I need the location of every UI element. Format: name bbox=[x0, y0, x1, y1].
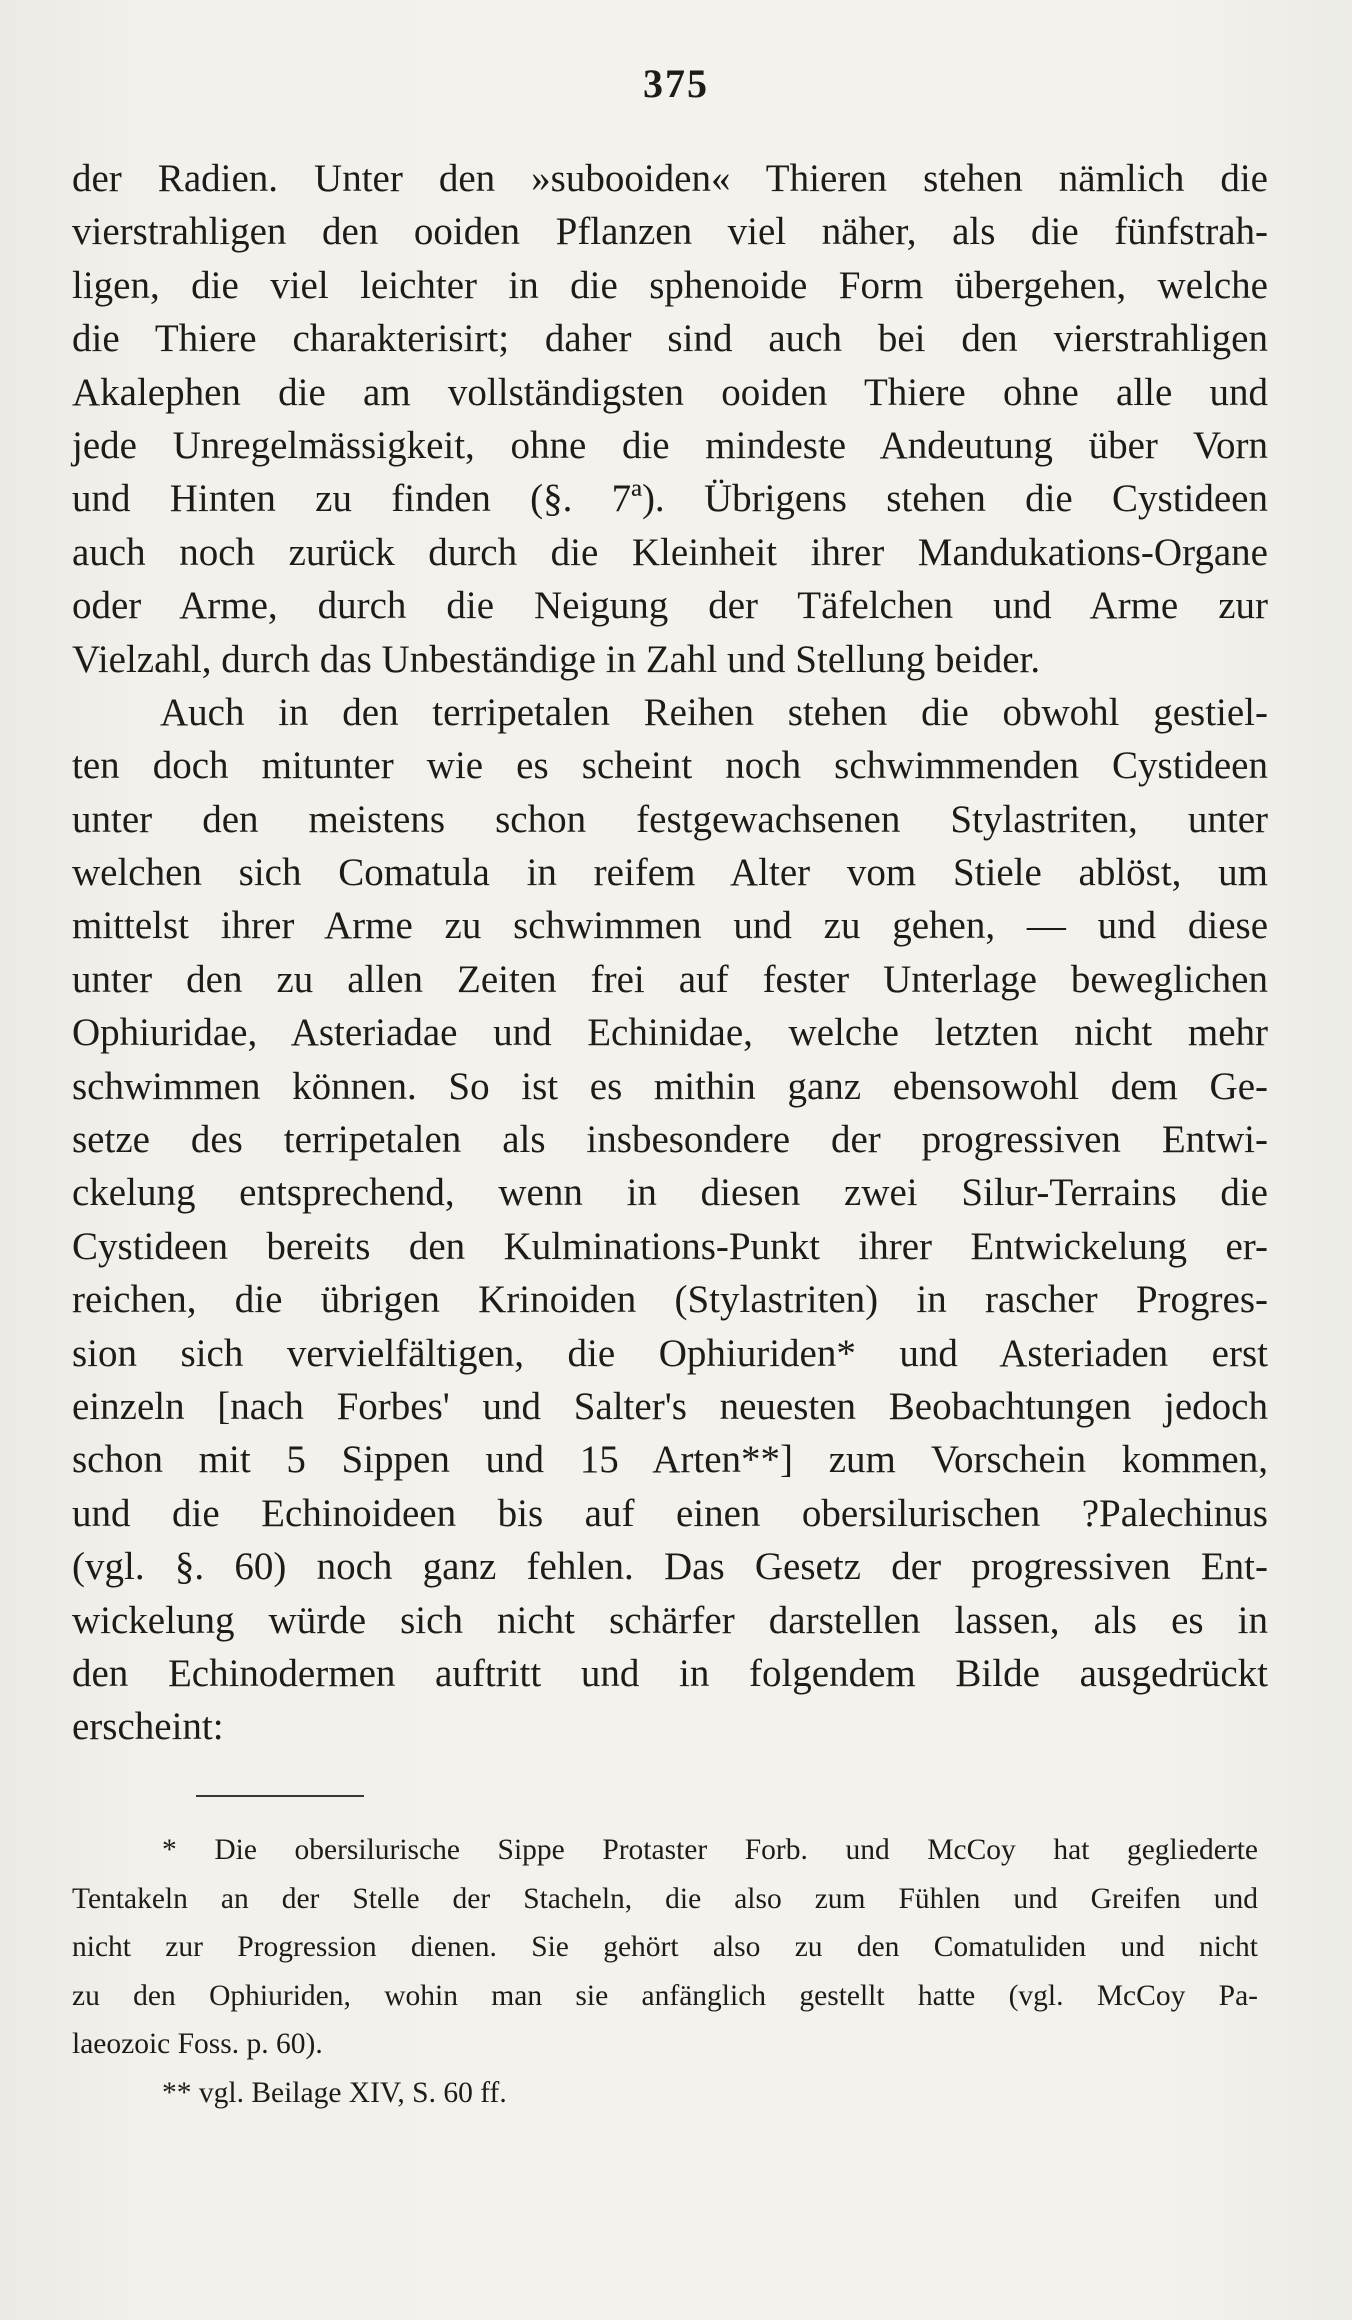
text-line: setze des terripetalen als insbesondere der progressiven Entwi- bbox=[72, 1118, 1268, 1162]
text-line: den Echinodermen auftritt und in folgendem Bilde ausgedrückt bbox=[72, 1651, 1268, 1695]
text-line: unter den zu allen Zeiten frei auf fester Unterlage beweglichen bbox=[72, 957, 1268, 1001]
text-line: welchen sich Comatula in reifem Alter vom Stiele ablöst, um bbox=[72, 851, 1268, 895]
footnote-divider bbox=[196, 1795, 364, 1797]
footnote-line: laeozoic Foss. p. 60). bbox=[72, 2028, 323, 2060]
footnote-line: nicht zur Progression dienen. Sie gehört also zu den Comatuliden und nicht bbox=[72, 1931, 1258, 1963]
text-line: ckelung entsprechend, wenn in diesen zwei Silur-Terrains die bbox=[72, 1171, 1268, 1215]
text-line: ligen, die viel leichter in die sphenoide Form übergehen, welche bbox=[72, 263, 1268, 307]
text-line: und die Echinoideen bis auf einen obersilurischen ?Palechinus bbox=[72, 1491, 1268, 1535]
text-line: reichen, die übrigen Krinoiden (Stylastriten) in rascher Progres- bbox=[72, 1278, 1268, 1322]
text-line: jede Unregelmässigkeit, ohne die mindeste Andeutung über Vorn bbox=[72, 423, 1268, 467]
text-line: vierstrahligen den ooiden Pflanzen viel näher, als die fünfstrah- bbox=[72, 210, 1268, 254]
text-line: wickelung würde sich nicht schärfer darstellen lassen, als es in bbox=[72, 1598, 1268, 1642]
footnote-line: Tentakeln an der Stelle der Stacheln, die also zum Fühlen und Greifen und bbox=[72, 1882, 1258, 1915]
text-line: ten doch mitunter wie es scheint noch schwimmenden Cystideen bbox=[72, 744, 1268, 788]
text-line: und Hinten zu finden (§. 7ª). Übrigens stehen die Cystideen bbox=[72, 477, 1268, 521]
footnote-line: * Die obersilurische Sippe Protaster Forb. und McCoy hat gegliederte bbox=[162, 1834, 1258, 1866]
text-line: unter den meistens schon festgewachsenen Stylastriten, unter bbox=[72, 797, 1268, 841]
text-line: Auch in den terripetalen Reihen stehen die obwohl gestiel- bbox=[160, 690, 1268, 734]
main-text bbox=[72, 152, 1268, 1754]
footnote-line: ** vgl. Beilage XIV, S. 60 ff. bbox=[162, 2076, 507, 2109]
text-line: auch noch zurück durch die Kleinheit ihrer Mandukations-Organe bbox=[72, 530, 1268, 574]
text-line: Cystideen bereits den Kulminations-Punkt ihrer Entwickelung er- bbox=[72, 1224, 1268, 1268]
text-line: erscheint: bbox=[72, 1705, 224, 1749]
text-line: schwimmen können. So ist es mithin ganz ebensowohl dem Ge- bbox=[72, 1064, 1268, 1108]
footnote-line: zu den Ophiuriden, wohin man sie anfänglich gestellt hatte (vgl. McCoy Pa- bbox=[72, 1979, 1258, 2012]
text-line: schon mit 5 Sippen und 15 Arten**] zum Vorschein kommen, bbox=[72, 1438, 1268, 1482]
text-line: mittelst ihrer Arme zu schwimmen und zu gehen, — und diese bbox=[72, 904, 1268, 948]
footnotes bbox=[72, 1826, 1258, 2117]
text-line: einzeln [nach Forbes' und Salter's neuesten Beobachtungen jedoch bbox=[72, 1384, 1268, 1428]
text-line: sion sich vervielfältigen, die Ophiuriden* und Asteriaden erst bbox=[72, 1331, 1268, 1375]
text-line: Ophiuridae, Asteriadae und Echinidae, welche letzten nicht mehr bbox=[72, 1011, 1268, 1055]
text-line: Akalephen die am vollständigsten ooiden Thiere ohne alle und bbox=[72, 370, 1268, 414]
text-line: Vielzahl, durch das Unbeständige in Zahl und Stellung beider. bbox=[72, 637, 1041, 681]
page-number: 375 bbox=[643, 61, 709, 106]
text-line: die Thiere charakterisirt; daher sind auch bei den vierstrahligen bbox=[72, 317, 1268, 361]
text-line: oder Arme, durch die Neigung der Täfelchen und Arme zur bbox=[72, 584, 1268, 628]
text-line: (vgl. §. 60) noch ganz fehlen. Das Gesetz der progressiven Ent- bbox=[72, 1545, 1268, 1589]
text-line: der Radien. Unter den »subooiden« Thieren stehen nämlich die bbox=[72, 157, 1268, 200]
